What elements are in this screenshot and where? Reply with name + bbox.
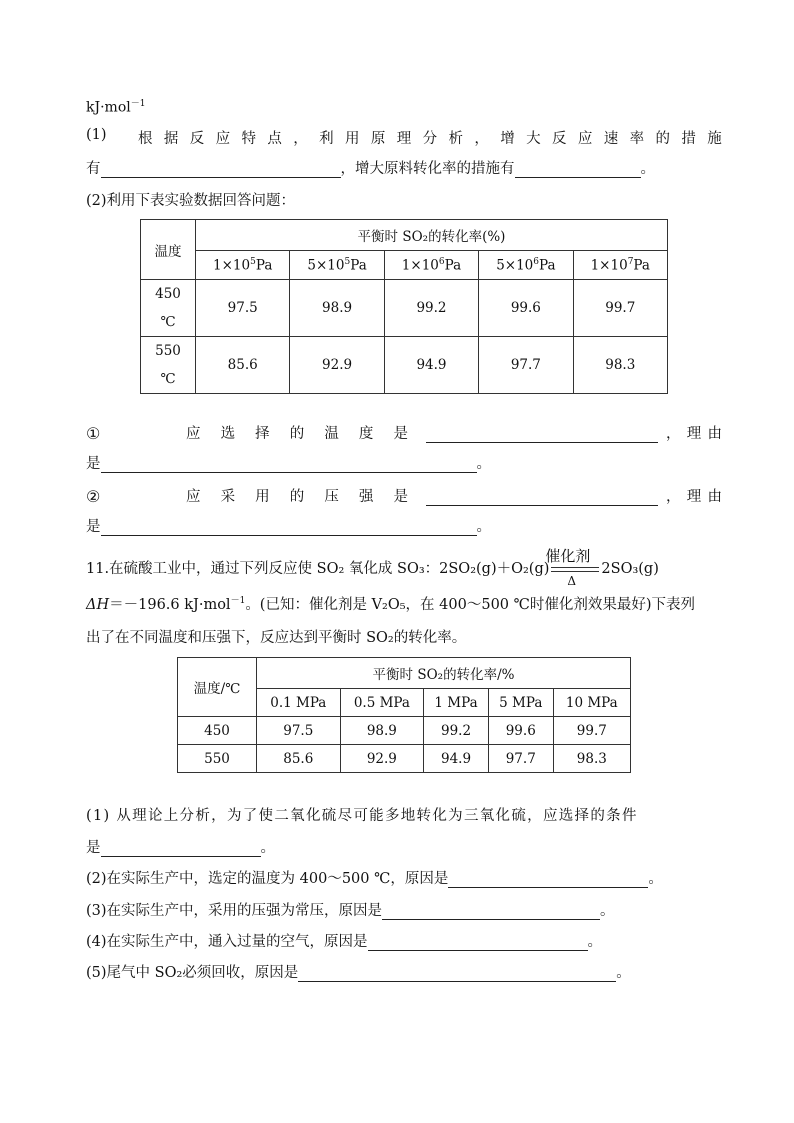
q11-reaction-text: 11.在硫酸工业中，通过下列反应使 SO₂ 氧化成 SO₃：2SO₂(g)＋O₂(g) [86,561,550,577]
sub1-tail-char: 由 [707,426,722,442]
sub1-line1 [86,422,722,443]
unit-exp: －1 [130,99,146,109]
q2-intro: (2)利用下表实验数据回答问题： [86,193,296,209]
table1-pressure: $5\times 10^6Pa$ [479,251,573,280]
conversion-table-2 [177,657,631,773]
table1-cell: 99.6 [479,280,573,337]
table2-cell: 99.2 [424,717,489,745]
table2-pressure: 5 MPa [488,689,553,717]
reaction-arrow [545,547,601,588]
sub2-tail-char: 理 [686,489,702,505]
delta-h-exp: －1 [230,596,246,607]
table2-cell: 97.5 [257,717,341,745]
table2-pressure: 1 MPa [424,689,489,717]
table2-cell: 94.9 [424,745,489,773]
table2-pressure: 0.5 MPa [340,689,424,717]
q11-p3-blank[interactable] [382,903,600,920]
q11-line2 [86,593,695,614]
q11-p1-pre: 是 [86,840,101,856]
sub2-char: 强 [358,489,374,505]
sub2-reason-blank[interactable] [101,519,477,536]
delta-h: ΔH [86,597,110,613]
sub1-reason-blank[interactable] [101,456,477,473]
table1-cell: 94.9 [384,337,478,394]
q11-p2 [86,867,663,888]
sub1-line2-pre: 是 [86,456,101,472]
table2-corner: 温度/℃ [178,658,257,717]
table2-cell: 85.6 [257,745,341,773]
sub2-line2-end: 。 [476,519,491,535]
table2-cell: 99.7 [553,717,630,745]
table1-cell: 92.9 [290,337,384,394]
q1-char: 用 [345,131,360,147]
table2-cell: 98.3 [553,745,630,773]
q11-p5-text: (5)尾气中 SO₂必须回收，原因是 [86,965,299,981]
table1-cell: 85.6 [196,337,290,394]
q11-p5-end: 。 [616,965,631,981]
sub2-char: 用 [255,489,270,505]
table1-cell: 99.7 [573,280,667,337]
sub2-tail [666,485,722,506]
table2-header: 平衡时 SO₂的转化率/% [257,658,631,689]
table1-pressure: $1\times 10^6Pa$ [384,251,478,280]
q1-line2-end: 。 [640,161,655,177]
delta-h-value: ＝－196.6 kJ·mol [109,597,231,613]
q1-char: 原 [370,131,386,147]
q11-p2-text: (2)在实际生产中，选定的温度为 400～500 ℃，原因是 [86,871,449,887]
unit-line [86,96,145,116]
q1-chars [138,127,722,148]
q1-char: 措 [681,131,696,147]
table1-temp: 450 ℃ [141,280,196,337]
sub1-char: 应 [186,426,201,442]
q1-line2 [86,157,655,178]
sub2-line2 [86,515,491,536]
q1-char: 析 [448,131,463,147]
table1-cell: 98.9 [290,280,384,337]
sub1-chars [186,422,408,443]
q1-char: 应 [215,131,231,147]
sub1-char: 度 [358,426,374,442]
q11-p3 [86,899,615,920]
q11-p1-line1: (1) 从理论上分析，为了使二氧化硫尽可能多地转化为三氧化硫，应选择的条件 [86,808,638,824]
q1-char: 反 [189,131,205,147]
q1-char: 理 [396,131,412,147]
q1-char: 点 [267,131,282,147]
table2-cell: 98.9 [340,717,424,745]
table1-pressure: $1\times 10^5Pa$ [196,251,290,280]
table2-pressure: 10 MPa [553,689,630,717]
sub1-char: 选 [220,426,236,442]
q1-char: 反 [552,131,567,147]
q1-char: 施 [707,131,722,147]
q1-char: 分 [422,131,438,147]
table1-temp: 550 ℃ [141,337,196,394]
sub2-char: 采 [220,489,236,505]
sub2-chars [186,485,408,506]
heat-label: Δ [567,574,577,588]
equilibrium-sign [551,567,599,572]
sub2-tail-char: ， [666,489,681,505]
sub1-char: 是 [393,426,408,442]
q1-char: ， [474,131,489,147]
sub1-temp-blank[interactable] [426,426,658,443]
table1-cell: 98.3 [573,337,667,394]
table1-cell: 97.7 [479,337,573,394]
q11-p1-end: 。 [260,840,275,856]
q1-line1 [86,127,722,148]
table1-cell: 97.5 [196,280,290,337]
q1-char: 利 [319,131,334,147]
q1-char: 特 [241,131,256,147]
catalyst-label: 催化剂 [545,547,591,565]
sub1-tail-char: 理 [686,426,702,442]
table2-cell: 97.7 [488,745,553,773]
q1-answer-blank-1[interactable] [101,161,341,178]
q1-char: 的 [655,131,670,147]
q1-line2-mid: ，增大原料转化率的措施有 [340,161,515,177]
sub2-mark: ② [86,487,101,506]
q1-char: 增 [500,131,515,147]
sub1-line2-end: 。 [476,456,491,472]
q11-p4-end: 。 [587,934,603,950]
q11-p5-blank[interactable] [298,965,616,982]
q11-p4-text: (4)在实际生产中，通入过量的空气，原因是 [86,934,368,950]
q1-char: 根 [138,131,153,147]
table1-header: 平衡时 SO₂的转化率(%) [196,220,668,251]
sub1-mark: ① [86,424,101,443]
q11-p2-end: 。 [648,871,663,887]
conversion-table-1 [140,219,668,394]
q11-p5 [86,961,631,982]
q11-p1-line2 [86,836,275,857]
table1-pressure: $1\times 10^7Pa$ [573,251,667,280]
table2-row [178,745,631,773]
table2-pressure: 0.1 MPa [257,689,341,717]
q1-char: 速 [603,131,619,147]
sub1-tail-char: ， [666,426,681,442]
sub2-char: 是 [393,489,408,505]
q1-line2-pre: 有 [86,161,101,177]
sub1-char: 择 [255,426,270,442]
q1-char: 据 [163,131,179,147]
sub2-char: 应 [186,489,201,505]
table2-temp: 550 [178,745,257,773]
q1-char: 大 [526,131,541,147]
q11-p3-end: 。 [600,903,615,919]
q11-line1 [86,547,659,588]
sub2-char: 的 [289,489,305,505]
q11-p1-blank[interactable] [101,840,261,857]
table2-row [178,717,631,745]
q1-answer-blank-2[interactable] [515,161,641,178]
q1-num: (1) [86,127,107,143]
q11-p2-blank[interactable] [448,871,648,888]
sub2-line1 [86,485,722,506]
table1-pressure: $5\times 10^5Pa$ [290,251,384,280]
table1-cell: 99.2 [384,280,478,337]
unit-base: kJ·mol [86,99,131,116]
sub2-char: 压 [324,489,339,505]
q11-p4-blank[interactable] [368,934,588,951]
sub2-pressure-blank[interactable] [426,489,658,506]
q11-p4 [86,930,602,951]
sub1-char: 的 [289,426,305,442]
sub1-char: 温 [324,426,339,442]
table1-row [141,337,668,394]
table2-cell: 92.9 [340,745,424,773]
sub1-line2 [86,452,491,473]
q11-known: 。(已知：催化剂是 V₂O₅，在 400～500 ℃时催化剂效果最好)下表列 [245,597,696,613]
q1-char: 应 [577,131,593,147]
q1-char: 率 [629,131,645,147]
q11-product: 2SO₃(g) [601,561,659,577]
table2-temp: 450 [178,717,257,745]
sub1-tail [666,422,722,443]
table1-corner: 温度 [141,220,196,280]
sub2-tail-char: 由 [707,489,722,505]
table2-cell: 99.6 [488,717,553,745]
q11-line3: 出了在不同温度和压强下，反应达到平衡时 SO₂的转化率。 [86,630,467,646]
q1-char: ， [293,131,308,147]
sub2-line2-pre: 是 [86,519,101,535]
table1-row [141,280,668,337]
q11-p3-text: (3)在实际生产中，采用的压强为常压，原因是 [86,903,383,919]
